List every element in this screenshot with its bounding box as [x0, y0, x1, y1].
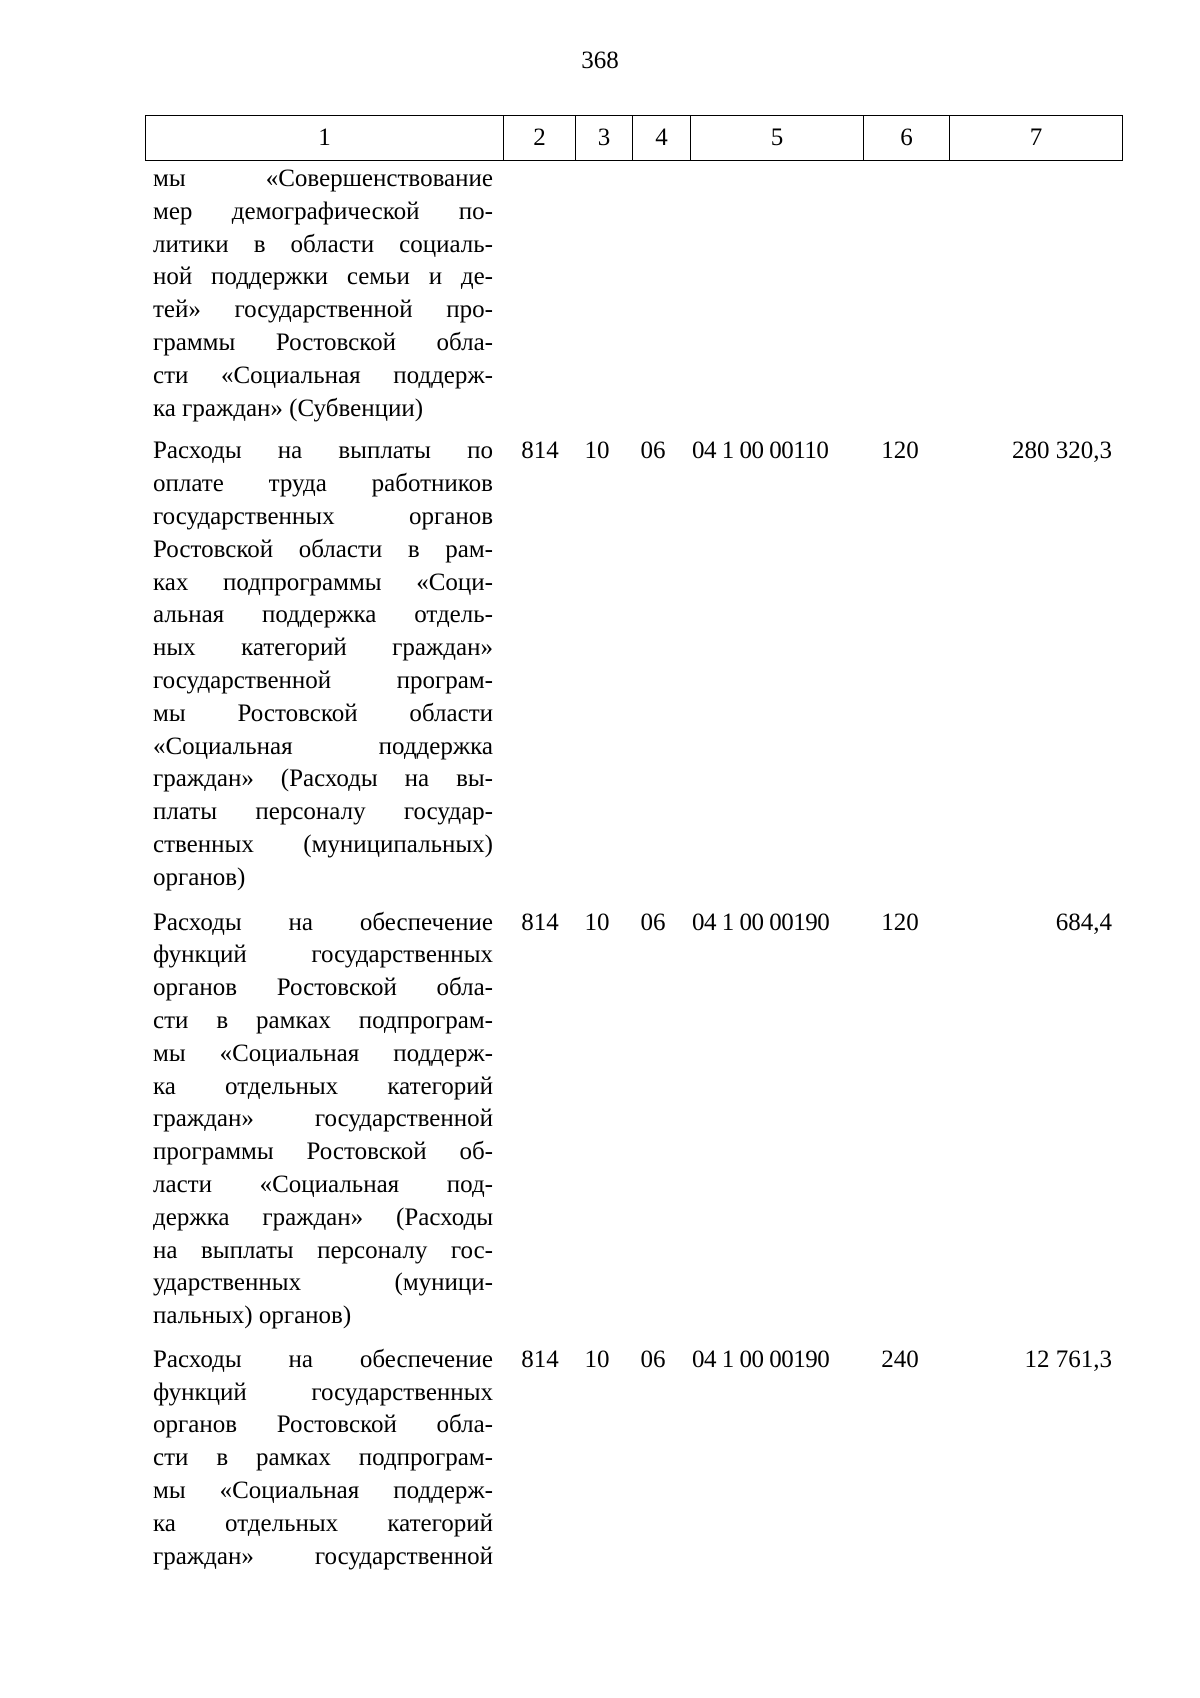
desc-line: Расходы на обеспечение [153, 908, 493, 936]
desc-line: мы «Совершенствование [153, 165, 493, 192]
cell-target-article: 04 1 00 00190 [692, 908, 830, 936]
cell-expense-type: 120 [881, 908, 919, 936]
desc-line: держка граждан» (Расходы [153, 1203, 493, 1231]
desc-line: мы «Социальная поддерж- [153, 1477, 493, 1505]
cell-subsection-code: 06 [640, 908, 666, 936]
header-cell-5: 5 [691, 116, 864, 161]
desc-line: на выплаты персоналу гос- [153, 1236, 493, 1264]
desc-line: ной поддержки семьи и де- [153, 263, 493, 291]
desc-line: Расходы на выплаты по [153, 437, 493, 465]
cell-section-code: 10 [584, 437, 610, 465]
table-body [145, 161, 1122, 1573]
desc-line: литики в области социаль- [153, 230, 493, 258]
desc-line: граждан» (Расходы на вы- [153, 765, 493, 793]
header-cell-4: 4 [633, 116, 691, 161]
desc-line: ках подпрограммы «Соци- [153, 568, 493, 596]
desc-line: функций государственных [153, 941, 493, 969]
page-number: 368 [581, 47, 619, 74]
header-cell-3: 3 [576, 116, 633, 161]
desc-line: сти в рамках подпрограм- [153, 1444, 493, 1472]
cell-target-article: 04 1 00 00110 [692, 437, 829, 465]
desc-line: Расходы на обеспечение [153, 1345, 493, 1373]
cell-expense-type: 120 [881, 437, 919, 465]
cell-subsection-code: 06 [640, 437, 666, 465]
desc-line: граждан» государственной [153, 1105, 493, 1133]
cell-expense-type: 240 [881, 1345, 919, 1373]
header-cell-6: 6 [864, 116, 950, 161]
desc-line: ка отдельных категорий [153, 1072, 493, 1100]
header-cell-1: 1 [146, 116, 504, 161]
desc-line: мы «Социальная поддерж- [153, 1039, 493, 1067]
desc-line: программы Ростовской об- [153, 1138, 493, 1166]
header-cell-7: 7 [950, 116, 1123, 161]
table-header [145, 115, 1123, 161]
cell-amount: 280 320,3 [1012, 437, 1112, 465]
desc-line: ка отдельных категорий [153, 1509, 493, 1537]
desc-line: граждан» государственной [153, 1542, 493, 1570]
desc-line: функций государственных [153, 1378, 493, 1406]
desc-line: ных категорий граждан» [153, 634, 493, 662]
desc-line: ка граждан» (Субвенции) [153, 394, 424, 422]
desc-line: сти в рамках подпрограм- [153, 1006, 493, 1034]
table-row [145, 435, 1122, 894]
cell-amount: 684,4 [1055, 908, 1112, 936]
row-description [153, 161, 493, 425]
desc-line: органов Ростовской обла- [153, 974, 493, 1002]
desc-line: органов Ростовской обла- [153, 1411, 493, 1439]
desc-line: ственных (муниципальных) [153, 830, 493, 858]
desc-line: мер демографической по- [153, 197, 493, 225]
desc-line: Ростовской области в рам- [153, 535, 493, 563]
desc-line: сти «Социальная поддерж- [153, 361, 493, 389]
desc-line: ласти «Социальная под- [153, 1170, 493, 1198]
row-description [153, 1344, 493, 1574]
desc-line: мы Ростовской области [153, 699, 493, 727]
cell-subsection-code: 06 [640, 1345, 666, 1373]
cell-target-article: 04 1 00 00190 [692, 1345, 830, 1373]
cell-ministry-code: 814 [521, 1345, 559, 1373]
desc-line: ударственных (муници- [153, 1269, 493, 1297]
row-description [153, 907, 493, 1333]
table-row [145, 1344, 1122, 1574]
header-cell-2: 2 [504, 116, 576, 161]
cell-section-code: 10 [584, 908, 610, 936]
desc-line: государственной програм- [153, 666, 493, 694]
cell-ministry-code: 814 [521, 908, 559, 936]
desc-line: органов) [153, 863, 246, 891]
desc-line: платы персоналу государ- [153, 798, 493, 826]
desc-line: альная поддержка отдель- [153, 601, 493, 629]
table-row [145, 161, 1122, 425]
header-row [146, 116, 1123, 161]
cell-section-code: 10 [584, 1345, 610, 1373]
desc-line: «Социальная поддержка [153, 732, 493, 760]
desc-line: пальных) органов) [153, 1302, 352, 1330]
desc-line: оплате труда работников [153, 470, 493, 498]
desc-line: тей» государственной про- [153, 296, 493, 324]
desc-line: граммы Ростовской обла- [153, 328, 493, 356]
desc-line: государственных органов [153, 502, 493, 530]
cell-amount: 12 761,3 [1024, 1345, 1112, 1373]
cell-ministry-code: 814 [521, 437, 559, 465]
row-description [153, 435, 493, 894]
table-row [145, 907, 1122, 1333]
